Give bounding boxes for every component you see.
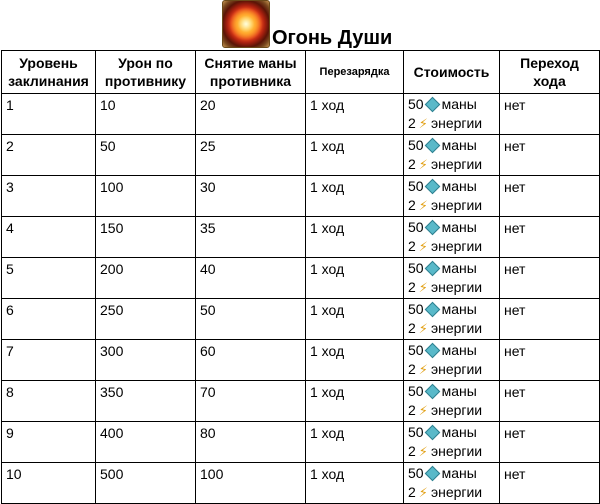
cell-turn-pass: нет	[500, 94, 600, 135]
lightning-icon: ⚡	[418, 322, 428, 337]
cell-level: 9	[2, 422, 96, 463]
cell-cooldown: 1 ход	[306, 217, 404, 258]
table-body	[2, 94, 600, 504]
soul-fire-spell-icon	[222, 0, 270, 48]
cell-turn-pass: нет	[500, 176, 600, 217]
energy-unit-label: энергии	[430, 443, 483, 459]
energy-cost-value: 2	[408, 197, 416, 213]
energy-cost-line	[408, 360, 499, 380]
lightning-icon: ⚡	[418, 158, 428, 173]
mana-cost-line	[408, 423, 499, 442]
cell-level: 4	[2, 217, 96, 258]
table-row	[2, 135, 600, 176]
energy-cost-line	[408, 319, 499, 339]
spell-header	[0, 0, 600, 50]
mana-unit-label: маны	[441, 465, 477, 481]
energy-cost-line	[408, 114, 499, 134]
header-mana-drain: Снятие маны противника	[196, 51, 306, 94]
energy-unit-label: энергии	[430, 361, 483, 377]
cell-cost	[404, 463, 500, 504]
header-level: Уровень заклинания	[2, 51, 96, 94]
energy-cost-line	[408, 483, 499, 503]
mana-cost-line	[408, 136, 499, 155]
cell-mana-drain: 80	[196, 422, 306, 463]
cell-mana-drain: 70	[196, 381, 306, 422]
cell-cost	[404, 381, 500, 422]
header-damage: Урон по противнику	[96, 51, 196, 94]
cell-cost	[404, 217, 500, 258]
cell-cooldown: 1 ход	[306, 176, 404, 217]
mana-cost-line	[408, 259, 499, 278]
cell-damage: 200	[96, 258, 196, 299]
cell-cost	[404, 422, 500, 463]
cell-turn-pass: нет	[500, 135, 600, 176]
energy-cost-line	[408, 237, 499, 257]
energy-unit-label: энергии	[430, 402, 483, 418]
energy-unit-label: энергии	[430, 197, 483, 213]
cell-mana-drain: 20	[196, 94, 306, 135]
energy-unit-label: энергии	[430, 320, 483, 336]
energy-cost-value: 2	[408, 443, 416, 459]
table-header-row	[2, 51, 600, 94]
cell-mana-drain: 40	[196, 258, 306, 299]
mana-cost-line	[408, 341, 499, 360]
lightning-icon: ⚡	[418, 445, 428, 460]
cell-damage: 400	[96, 422, 196, 463]
mana-unit-label: маны	[441, 342, 477, 358]
cell-cost	[404, 135, 500, 176]
lightning-icon: ⚡	[418, 240, 428, 255]
cell-cooldown: 1 ход	[306, 94, 404, 135]
lightning-icon: ⚡	[418, 404, 428, 419]
lightning-icon: ⚡	[418, 281, 428, 296]
table-row	[2, 94, 600, 135]
mana-cost-value: 50	[408, 301, 424, 317]
cell-cost	[404, 258, 500, 299]
mana-crystal-icon	[424, 179, 440, 195]
energy-cost-value: 2	[408, 484, 416, 500]
cell-mana-drain: 25	[196, 135, 306, 176]
spell-icon-glow	[229, 7, 263, 41]
cell-turn-pass: нет	[500, 299, 600, 340]
table-row	[2, 176, 600, 217]
cell-damage: 10	[96, 94, 196, 135]
table-row	[2, 463, 600, 504]
cell-level: 7	[2, 340, 96, 381]
cell-cooldown: 1 ход	[306, 258, 404, 299]
mana-unit-label: маны	[441, 424, 477, 440]
table-row	[2, 381, 600, 422]
cell-cooldown: 1 ход	[306, 381, 404, 422]
table-row	[2, 299, 600, 340]
cell-turn-pass: нет	[500, 381, 600, 422]
table-row	[2, 340, 600, 381]
cell-cooldown: 1 ход	[306, 422, 404, 463]
mana-cost-value: 50	[408, 383, 424, 399]
energy-cost-value: 2	[408, 238, 416, 254]
energy-cost-value: 2	[408, 320, 416, 336]
mana-cost-line	[408, 300, 499, 319]
cell-turn-pass: нет	[500, 340, 600, 381]
mana-crystal-icon	[424, 384, 440, 400]
cell-damage: 100	[96, 176, 196, 217]
spell-title: Огонь Души	[272, 27, 393, 49]
cell-turn-pass: нет	[500, 258, 600, 299]
mana-unit-label: маны	[441, 301, 477, 317]
mana-crystal-icon	[424, 466, 440, 482]
spell-levels-table	[1, 50, 600, 504]
cell-mana-drain: 100	[196, 463, 306, 504]
mana-crystal-icon	[424, 302, 440, 318]
energy-unit-label: энергии	[430, 156, 483, 172]
energy-cost-line	[408, 401, 499, 421]
cell-level: 10	[2, 463, 96, 504]
mana-unit-label: маны	[441, 137, 477, 153]
cell-level: 8	[2, 381, 96, 422]
lightning-icon: ⚡	[418, 363, 428, 378]
mana-cost-value: 50	[408, 260, 424, 276]
cell-turn-pass: нет	[500, 217, 600, 258]
lightning-icon: ⚡	[418, 486, 428, 501]
mana-cost-line	[408, 95, 499, 114]
cell-cooldown: 1 ход	[306, 135, 404, 176]
cell-level: 2	[2, 135, 96, 176]
cell-turn-pass: нет	[500, 463, 600, 504]
cell-cooldown: 1 ход	[306, 299, 404, 340]
cell-cost	[404, 94, 500, 135]
mana-unit-label: маны	[441, 96, 477, 112]
cell-turn-pass: нет	[500, 422, 600, 463]
cell-damage: 250	[96, 299, 196, 340]
cell-cooldown: 1 ход	[306, 340, 404, 381]
mana-cost-value: 50	[408, 178, 424, 194]
energy-cost-value: 2	[408, 361, 416, 377]
cell-mana-drain: 50	[196, 299, 306, 340]
header-cooldown: Перезарядка	[306, 51, 404, 94]
cell-mana-drain: 30	[196, 176, 306, 217]
mana-cost-value: 50	[408, 137, 424, 153]
table-row	[2, 258, 600, 299]
table-row	[2, 217, 600, 258]
energy-unit-label: энергии	[430, 115, 483, 131]
cell-level: 1	[2, 94, 96, 135]
cell-damage: 350	[96, 381, 196, 422]
header-cost: Стоимость	[404, 51, 500, 94]
mana-crystal-icon	[424, 425, 440, 441]
mana-unit-label: маны	[441, 260, 477, 276]
mana-crystal-icon	[424, 97, 440, 113]
lightning-icon: ⚡	[418, 199, 428, 214]
energy-cost-value: 2	[408, 156, 416, 172]
energy-unit-label: энергии	[430, 279, 483, 295]
mana-cost-value: 50	[408, 424, 424, 440]
cell-damage: 50	[96, 135, 196, 176]
cell-cost	[404, 176, 500, 217]
cell-mana-drain: 35	[196, 217, 306, 258]
cell-cost	[404, 299, 500, 340]
mana-cost-line	[408, 382, 499, 401]
cell-level: 5	[2, 258, 96, 299]
mana-cost-line	[408, 177, 499, 196]
cell-damage: 300	[96, 340, 196, 381]
lightning-icon: ⚡	[418, 117, 428, 132]
mana-unit-label: маны	[441, 178, 477, 194]
energy-cost-line	[408, 278, 499, 298]
mana-cost-line	[408, 464, 499, 483]
energy-cost-value: 2	[408, 279, 416, 295]
mana-unit-label: маны	[441, 219, 477, 235]
cell-mana-drain: 60	[196, 340, 306, 381]
header-turn-pass: Переход хода	[500, 51, 600, 94]
energy-unit-label: энергии	[430, 484, 483, 500]
mana-cost-value: 50	[408, 96, 424, 112]
cell-cost	[404, 340, 500, 381]
energy-cost-value: 2	[408, 115, 416, 131]
energy-cost-line	[408, 442, 499, 462]
mana-crystal-icon	[424, 261, 440, 277]
table-row	[2, 422, 600, 463]
cell-cooldown: 1 ход	[306, 463, 404, 504]
mana-crystal-icon	[424, 220, 440, 236]
energy-cost-line	[408, 196, 499, 216]
mana-cost-value: 50	[408, 465, 424, 481]
energy-unit-label: энергии	[430, 238, 483, 254]
cell-damage: 150	[96, 217, 196, 258]
energy-cost-value: 2	[408, 402, 416, 418]
cell-level: 6	[2, 299, 96, 340]
mana-crystal-icon	[424, 138, 440, 154]
cell-damage: 500	[96, 463, 196, 504]
cell-level: 3	[2, 176, 96, 217]
mana-cost-value: 50	[408, 219, 424, 235]
mana-crystal-icon	[424, 343, 440, 359]
mana-cost-value: 50	[408, 342, 424, 358]
mana-cost-line	[408, 218, 499, 237]
mana-unit-label: маны	[441, 383, 477, 399]
energy-cost-line	[408, 155, 499, 175]
